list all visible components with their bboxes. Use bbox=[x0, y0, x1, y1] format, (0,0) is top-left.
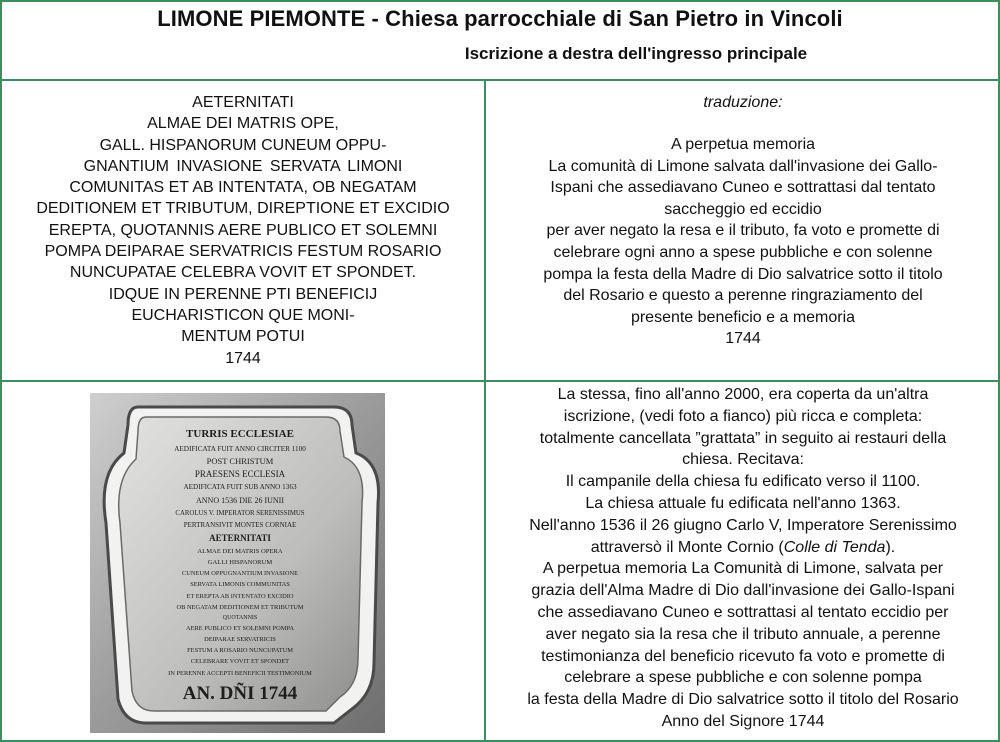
plaque-date: AN. DÑI 1744 bbox=[182, 683, 298, 704]
plaque-line: ET EREPTA AB INTENTATO EXCIDIO bbox=[186, 593, 294, 600]
plaque-line: AERE PUBLICO ET SOLEMNI POMPA bbox=[186, 625, 294, 632]
translation-line: saccheggio ed eccidio bbox=[664, 200, 822, 218]
latin-line: IDQUE IN PERENNE PTI BENEFICIJ bbox=[108, 285, 378, 303]
plaque-line: CELEBRARE VOVIT ET SPONDET bbox=[190, 658, 290, 665]
translation-line: A perpetua memoria bbox=[670, 136, 816, 153]
latin-line: MENTUM POTUI bbox=[181, 328, 305, 346]
note-line bbox=[488, 537, 998, 559]
plaque-line: POST CHRISTUM bbox=[206, 456, 274, 466]
plaque-line: CAROLUS V. IMPERATOR SERENISSIMUS bbox=[175, 510, 305, 517]
note-text: attraversò il Monte Cornio ( bbox=[590, 538, 784, 556]
row-divider bbox=[0, 380, 1000, 382]
latin-line: POMPA DEIPARAE SERVATRICIS FESTUM ROSARIO bbox=[44, 243, 442, 261]
latin-year: 1744 bbox=[225, 349, 261, 367]
note-line: chiesa. Recitava: bbox=[682, 451, 804, 469]
latin-inscription bbox=[14, 92, 472, 369]
note-italic-place: Colle di Tenda bbox=[783, 538, 886, 556]
frame-left-border bbox=[0, 0, 2, 742]
plaque-line: PRAESENS ECCLESIA bbox=[194, 469, 286, 479]
plaque-line: QUOTANNIS bbox=[222, 615, 258, 621]
translation-text bbox=[488, 134, 998, 350]
column-divider bbox=[484, 80, 486, 742]
translation-year: 1744 bbox=[725, 330, 761, 348]
frame-top-border bbox=[0, 0, 1000, 2]
header-divider bbox=[0, 79, 1000, 81]
plaque-line: GALLI HISPANORUM bbox=[207, 559, 273, 566]
translation-line: pompa la festa della Madre di Dio salvatrice sotto il titolo bbox=[543, 265, 943, 283]
note-line: che assediavano Cuneo e sottrattasi al tentato eccidio per bbox=[537, 603, 949, 621]
note-line: la festa della Madre di Dio salvatrice sotto il titolo del Rosario bbox=[527, 691, 959, 709]
note-line: La chiesa attuale fu edificata nell'anno 1363. bbox=[585, 494, 901, 512]
note-line: A perpetua memoria La Comunità di Limone, salvata per bbox=[542, 560, 944, 578]
note-line: iscrizione, (vedi foto a fianco) più ricca e completa: bbox=[563, 407, 923, 425]
plaque-photo bbox=[90, 393, 385, 733]
latin-line: ALMAE DEI MATRIS OPE, bbox=[147, 115, 339, 133]
latin-line: GNANTIUM INVASIONE SERVATA LIMONI bbox=[83, 157, 403, 175]
note-line: totalmente cancellata ”grattata” in seguito ai restauri della bbox=[539, 429, 947, 447]
plaque-line: AETERNITATI bbox=[209, 533, 271, 543]
plaque-line: DEIPARAE SERVATRICIS bbox=[204, 636, 276, 643]
note-line: La stessa, fino all'anno 2000, era coperta da un'altra bbox=[557, 386, 929, 403]
translation-line: presente beneficio e a memoria bbox=[630, 308, 856, 326]
historical-note bbox=[488, 384, 998, 733]
latin-line: EREPTA, QUOTANNIS AERE PUBLICO ET SOLEMNI bbox=[48, 221, 438, 239]
note-line: grazia dell'Alma Madre di Dio dall'invasione dei Gallo-Ispani bbox=[531, 582, 955, 600]
note-text: ). bbox=[885, 538, 896, 556]
translation-line: del Rosario e questo a perenne ringraziamento del bbox=[563, 287, 923, 305]
page-title: LIMONE PIEMONTE - Chiesa parrocchiale di San Pietro in Vincoli bbox=[157, 6, 843, 31]
translation-label: traduzione: bbox=[703, 94, 783, 111]
note-line: Nell'anno 1536 il 26 giugno Carlo V, Imperatore Serenissimo bbox=[529, 516, 957, 534]
note-line: Il campanile della chiesa fu edificato verso il 1100. bbox=[565, 473, 921, 491]
plaque-line: OB NEGATAM DEDITIONEM ET TRIBUTUM bbox=[176, 604, 304, 611]
latin-line: DEDITIONEM ET TRIBUTUM, DIREPTIONE ET EXCIDIO bbox=[36, 200, 450, 218]
plaque-line: AEDIFICATA FUIT SUB ANNO 1363 bbox=[183, 483, 297, 491]
plaque-line: PERTRANSIVIT MONTES CORNIAE bbox=[183, 521, 297, 529]
translation-line: celebrare ogni anno a spese pubbliche e con solenne bbox=[553, 243, 933, 261]
latin-line: NUNCUPATAE CELEBRA VOVIT ET SPONDET. bbox=[69, 264, 417, 282]
translation-line: Ispani che assediavano Cuneo e sottrattasi dal tentato bbox=[550, 179, 936, 197]
translation-line: La comunità di Limone salvata dall'invasione dei Gallo- bbox=[548, 157, 938, 175]
plaque-line: ANNO 1536 DIE 26 IUNII bbox=[196, 496, 284, 505]
translation-line: per aver negato la resa e il tributo, fa voto e promette di bbox=[546, 222, 940, 240]
note-line: celebrare a spese pubbliche e con solenne pompa bbox=[564, 669, 922, 687]
plaque-line: SERVATA LIMONIS COMMUNITAS bbox=[190, 581, 290, 588]
plaque-line: TURRIS ECCLESIAE bbox=[186, 428, 294, 440]
plaque-line: CUNEUM OPPUGNANTIUM INVASIONE bbox=[182, 570, 298, 577]
note-line: aver negato sia la resa che il tributo annuale, a perenne bbox=[545, 625, 941, 643]
latin-line: EUCHARISTICON QUE MONI- bbox=[131, 306, 355, 324]
note-line: Anno del Signore 1744 bbox=[661, 712, 825, 730]
plaque-line: AEDIFICATA FUIT ANNO CIRCITER 1100 bbox=[174, 445, 306, 453]
page-subtitle: Iscrizione a destra dell'ingresso principale bbox=[464, 44, 808, 63]
plaque-line: IN PERENNE ACCEPTI BENEFICII TESTIMONIUM bbox=[168, 670, 312, 677]
note-line: testimonianza del beneficio ricevuto fa voto e promette di bbox=[541, 647, 945, 665]
plaque-line: ALMAE DEI MATRIS OPERA bbox=[197, 548, 283, 555]
latin-line: COMUNITAS ET AB INTENTATA, OB NEGATAM bbox=[69, 179, 417, 197]
plaque-line: FESTUM A ROSARIO NUNCUPATUM bbox=[187, 647, 293, 654]
latin-line: GALL. HISPANORUM CUNEUM OPPU- bbox=[99, 136, 387, 154]
latin-line: AETERNITATI bbox=[192, 94, 294, 111]
